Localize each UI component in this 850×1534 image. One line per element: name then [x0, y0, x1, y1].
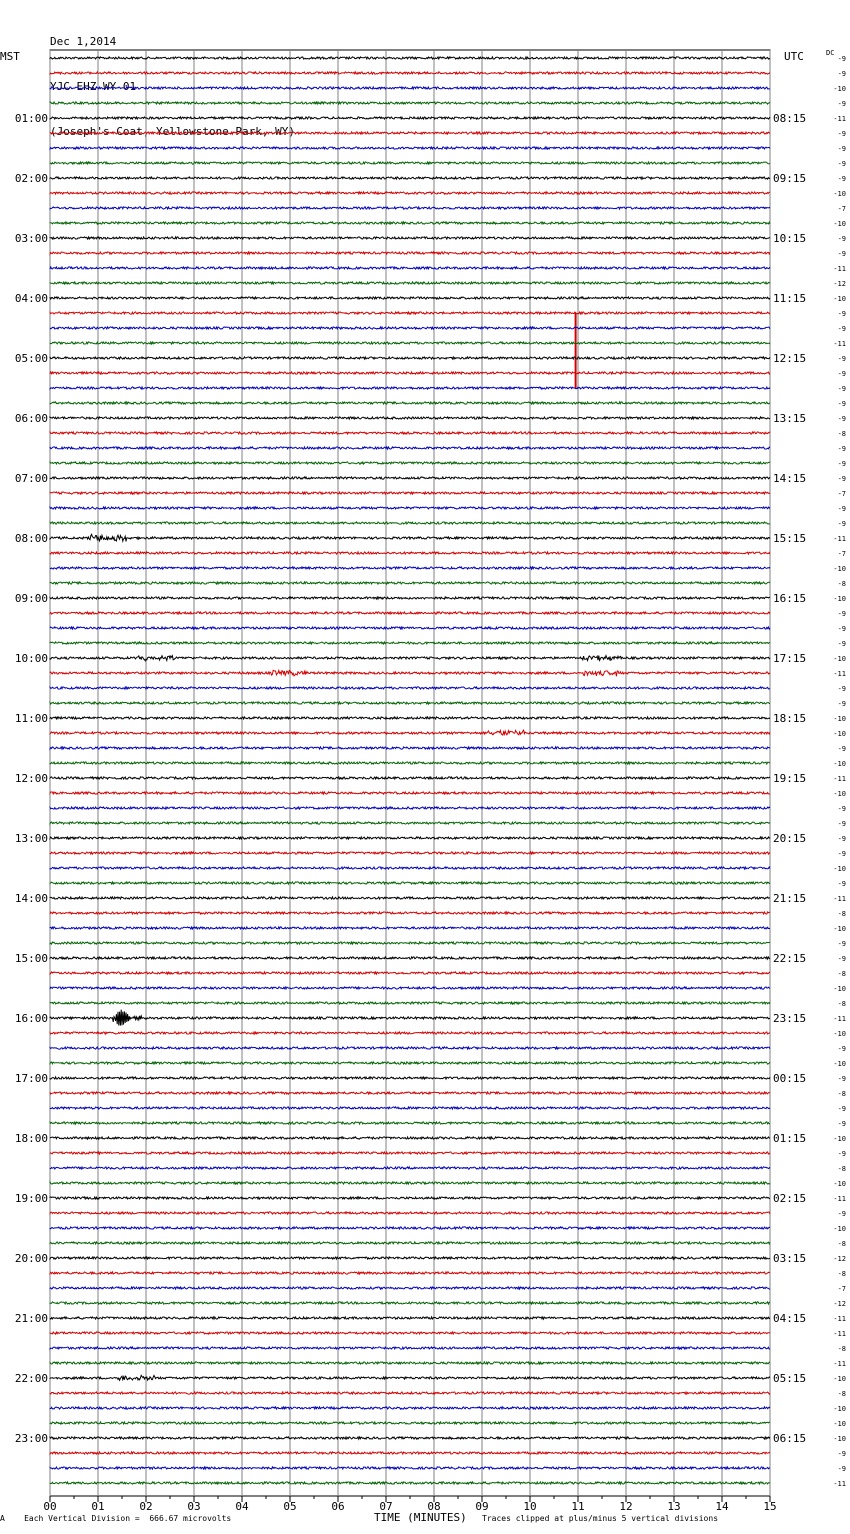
dc-offset-label: -8: [837, 910, 846, 918]
mst-hour-label: 03:00: [14, 232, 48, 245]
trace-line: [50, 222, 770, 224]
date-line: Dec 1,2014: [50, 35, 117, 48]
utc-hour-label: 05:15: [773, 1372, 807, 1385]
trace-line: [50, 1287, 770, 1289]
dc-offset-label: -9: [837, 1210, 846, 1218]
mst-hour-label: 23:00: [14, 1432, 48, 1445]
trace-line: [50, 387, 770, 389]
utc-hour-label: 00:15: [773, 1072, 807, 1085]
scale-mark: A: [0, 1514, 5, 1523]
mst-hour-label: 22:00: [14, 1372, 48, 1385]
dc-offset-label: -9: [837, 1045, 846, 1053]
dc-offset-label: -10: [833, 985, 846, 993]
trace-line: [50, 987, 770, 989]
trace-line: [50, 192, 770, 194]
trace-line: [50, 612, 770, 614]
trace-line: [50, 942, 770, 944]
dc-offset-label: -9: [837, 1150, 846, 1158]
trace-line: [50, 57, 770, 59]
utc-hour-label: 03:15: [773, 1252, 807, 1265]
trace-line: [50, 1092, 770, 1094]
mst-hour-label: 15:00: [14, 952, 48, 965]
dc-offset-label: -10: [833, 1030, 846, 1038]
trace-line: [50, 567, 770, 569]
dc-offset-label: -7: [837, 1285, 846, 1293]
dc-offset-label: -12: [833, 1255, 846, 1263]
trace-line: [50, 357, 770, 359]
trace-line: [50, 1167, 770, 1169]
trace-line: [50, 1392, 770, 1394]
trace-line: [50, 1010, 770, 1026]
trace-line: [50, 252, 770, 254]
mst-hour-label: 06:00: [14, 412, 48, 425]
trace-line: [50, 1362, 770, 1364]
dc-offset-label: -11: [833, 1315, 846, 1323]
trace-line: [50, 132, 770, 134]
trace-line: [50, 447, 770, 449]
dc-offset-label: -10: [833, 1225, 846, 1233]
dc-offset-label: -9: [837, 235, 846, 243]
trace-line: [50, 1422, 770, 1424]
dc-offset-label: -9: [837, 610, 846, 618]
dc-offset-label: -8: [837, 1270, 846, 1278]
dc-offset-label: -8: [837, 1345, 846, 1353]
dc-offset-label: -8: [837, 430, 846, 438]
utc-hour-label: 14:15: [773, 472, 807, 485]
trace-line: [50, 1212, 770, 1214]
dc-offset-label: -9: [837, 640, 846, 648]
dc-offset-label: -10: [833, 1405, 846, 1413]
dc-offset-label: -10: [833, 655, 846, 663]
x-tick-label: 04: [235, 1500, 249, 1513]
station-line: YJC EHZ WY 01: [50, 80, 137, 93]
trace-line: [50, 972, 770, 974]
dc-offset-label: -9: [837, 1450, 846, 1458]
x-tick-label: 00: [43, 1500, 57, 1513]
dc-offset-label: -11: [833, 1195, 846, 1203]
trace-line: [50, 597, 770, 599]
utc-hour-label: 11:15: [773, 292, 807, 305]
trace-line: [50, 1437, 770, 1439]
trace-line: [50, 642, 770, 644]
dc-offset-label: -8: [837, 970, 846, 978]
dc-offset-label: -10: [833, 1135, 846, 1143]
utc-hour-label: 10:15: [773, 232, 807, 245]
dc-offset-label: -9: [837, 145, 846, 153]
dc-offset-label: -10: [833, 790, 846, 798]
dc-offset-label: -9: [837, 940, 846, 948]
x-tick-label: 10: [523, 1500, 537, 1513]
trace-line: [50, 1047, 770, 1049]
utc-hour-label: 04:15: [773, 1312, 807, 1325]
dc-offset-label: -11: [833, 670, 846, 678]
trace-line: [50, 867, 770, 869]
mst-hour-label: 17:00: [14, 1072, 48, 1085]
trace-line: [50, 1107, 770, 1109]
mst-hour-label: 21:00: [14, 1312, 48, 1325]
dc-offset-label: -8: [837, 1240, 846, 1248]
dc-offset-label: -10: [833, 715, 846, 723]
trace-line: [50, 1407, 770, 1409]
trace-line: [50, 897, 770, 899]
dc-offset-label: -9: [837, 385, 846, 393]
trace-line: [50, 1227, 770, 1229]
trace-line: [50, 1272, 770, 1274]
x-tick-label: 13: [667, 1500, 681, 1513]
dc-offset-label: -7: [837, 490, 846, 498]
x-axis-title: TIME (MINUTES): [374, 1511, 467, 1524]
trace-line: [50, 492, 770, 494]
mst-axis-label: MST: [0, 50, 20, 63]
dc-offset-label: -9: [837, 100, 846, 108]
x-tick-label: 02: [139, 1500, 153, 1513]
x-tick-label: 15: [763, 1500, 777, 1513]
dc-offset-label: -9: [837, 55, 846, 63]
x-tick-label: 03: [187, 1500, 201, 1513]
trace-line: [50, 912, 770, 914]
mst-hour-label: 10:00: [14, 652, 48, 665]
trace-line: [50, 1197, 770, 1199]
dc-offset-label: -10: [833, 865, 846, 873]
utc-hour-label: 09:15: [773, 172, 807, 185]
dc-offset-label: -9: [837, 160, 846, 168]
dc-offset-label: -11: [833, 535, 846, 543]
dc-offset-label: -10: [833, 730, 846, 738]
utc-axis-label: UTC: [784, 50, 804, 63]
mst-hour-label: 01:00: [14, 112, 48, 125]
utc-hour-label: 08:15: [773, 112, 807, 125]
dc-offset-label: -9: [837, 955, 846, 963]
dc-offset-label: -10: [833, 220, 846, 228]
trace-line: [50, 312, 770, 314]
trace-line: [50, 656, 770, 661]
dc-offset-label: -11: [833, 340, 846, 348]
dc-offset-label: -9: [837, 625, 846, 633]
dc-offset-label: -9: [837, 685, 846, 693]
utc-hour-label: 21:15: [773, 892, 807, 905]
trace-line: [50, 72, 770, 74]
dc-offset-label: -8: [837, 1165, 846, 1173]
dc-offset-label: -9: [837, 475, 846, 483]
dc-offset-label: -9: [837, 520, 846, 528]
x-tick-label: 12: [619, 1500, 633, 1513]
trace-line: [50, 1482, 770, 1484]
mst-hour-label: 11:00: [14, 712, 48, 725]
dc-offset-label: -9: [837, 880, 846, 888]
dc-offset-label: -7: [837, 205, 846, 213]
utc-hour-label: 19:15: [773, 772, 807, 785]
trace-line: [50, 1062, 770, 1064]
trace-line: [50, 717, 770, 719]
dc-offset-label: -9: [837, 400, 846, 408]
dc-offset-label: -10: [833, 760, 846, 768]
trace-line: [50, 1122, 770, 1124]
trace-line: [50, 1032, 770, 1034]
trace-line: [50, 1347, 770, 1349]
trace-line: [50, 582, 770, 584]
x-tick-label: 09: [475, 1500, 489, 1513]
trace-line: [50, 462, 770, 464]
trace-line: [50, 807, 770, 809]
trace-line: [50, 282, 770, 284]
trace-line: [50, 102, 770, 104]
dc-offset-label: -10: [833, 595, 846, 603]
dc-offset-label: -10: [833, 85, 846, 93]
dc-offset-label: -11: [833, 1015, 846, 1023]
trace-line: [50, 477, 770, 479]
mst-hour-label: 14:00: [14, 892, 48, 905]
utc-hour-label: 06:15: [773, 1432, 807, 1445]
utc-hour-label: 13:15: [773, 412, 807, 425]
mst-hour-label: 18:00: [14, 1132, 48, 1145]
trace-line: [50, 747, 770, 749]
trace-line: [50, 687, 770, 689]
trace-line: [50, 837, 770, 839]
dc-offset-label: -10: [833, 925, 846, 933]
trace-line: [50, 1137, 770, 1139]
dc-offset-label: -9: [837, 1075, 846, 1083]
trace-line: [50, 1467, 770, 1469]
trace-line: [50, 882, 770, 884]
x-tick-label: 05: [283, 1500, 297, 1513]
utc-hour-label: 17:15: [773, 652, 807, 665]
clip-note: Traces clipped at plus/minus 5 vertical divisions: [482, 1514, 719, 1523]
trace-line: [50, 1182, 770, 1184]
x-tick-label: 01: [91, 1500, 105, 1513]
trace-line: [50, 534, 770, 541]
dc-offset-label: -9: [837, 130, 846, 138]
trace-line: [50, 177, 770, 179]
trace-line: [50, 162, 770, 164]
dc-offset-label: -11: [833, 895, 846, 903]
dc-offset-label: -9: [837, 250, 846, 258]
mst-hour-label: 13:00: [14, 832, 48, 845]
utc-hour-label: 12:15: [773, 352, 807, 365]
utc-hour-label: 02:15: [773, 1192, 807, 1205]
trace-line: [50, 730, 770, 735]
dc-offset-label: -8: [837, 1390, 846, 1398]
trace-line: [50, 402, 770, 404]
trace-line: [50, 1332, 770, 1334]
trace-line: [50, 327, 770, 329]
dc-offset-label: -9: [837, 460, 846, 468]
trace-line: [50, 1302, 770, 1304]
location-line: (Joseph's Coat, Yellowstone Park, WY): [50, 125, 296, 138]
dc-offset-label: -9: [837, 325, 846, 333]
dc-offset-label: -10: [833, 1375, 846, 1383]
scale-note: [0, 1514, 231, 1523]
mst-hour-label: 08:00: [14, 532, 48, 545]
dc-offset-label: -9: [837, 415, 846, 423]
scale-text: Each Vertical Division = 666.67 microvolts: [24, 1514, 232, 1523]
dc-offset-label: -9: [837, 805, 846, 813]
dc-offset-label: -9: [837, 700, 846, 708]
dc-offset-header: DC: [826, 49, 835, 57]
x-tick-label: 07: [379, 1500, 393, 1513]
dc-offset-label: -10: [833, 1435, 846, 1443]
trace-line: [50, 372, 770, 374]
trace-line: [50, 1242, 770, 1244]
trace-line: [50, 1152, 770, 1154]
mst-hour-label: 16:00: [14, 1012, 48, 1025]
mst-hour-label: 04:00: [14, 292, 48, 305]
x-tick-label: 11: [571, 1500, 585, 1513]
mst-hour-label: 09:00: [14, 592, 48, 605]
trace-line: [50, 522, 770, 524]
dc-offset-label: -10: [833, 1420, 846, 1428]
dc-offset-label: -11: [833, 115, 846, 123]
dc-offset-label: -9: [837, 1465, 846, 1473]
dc-offset-label: -11: [833, 775, 846, 783]
trace-line: [50, 117, 770, 119]
dc-offset-label: -9: [837, 745, 846, 753]
x-tick-label: 14: [715, 1500, 729, 1513]
utc-hour-label: 23:15: [773, 1012, 807, 1025]
dc-offset-label: -9: [837, 310, 846, 318]
mst-hour-label: 12:00: [14, 772, 48, 785]
trace-line: [50, 1077, 770, 1079]
dc-offset-label: -10: [833, 565, 846, 573]
dc-offset-label: -10: [833, 190, 846, 198]
mst-hour-label: 02:00: [14, 172, 48, 185]
trace-line: [50, 552, 770, 554]
dc-offset-label: -10: [833, 1060, 846, 1068]
dc-offset-label: -9: [837, 445, 846, 453]
trace-line: [50, 1317, 770, 1319]
dc-offset-label: -11: [833, 1330, 846, 1338]
trace-line: [50, 670, 770, 676]
trace-line: [50, 432, 770, 434]
utc-hour-label: 18:15: [773, 712, 807, 725]
dc-offset-label: -9: [837, 175, 846, 183]
trace-line: [50, 1257, 770, 1259]
trace-line: [50, 342, 770, 344]
trace-line: [50, 417, 770, 419]
dc-offset-label: -8: [837, 1090, 846, 1098]
dc-offset-label: -9: [837, 505, 846, 513]
dc-offset-label: -8: [837, 580, 846, 588]
trace-line: [50, 507, 770, 509]
trace-line: [50, 1375, 770, 1380]
utc-hour-label: 01:15: [773, 1132, 807, 1145]
utc-hour-label: 16:15: [773, 592, 807, 605]
dc-offset-label: -10: [833, 1180, 846, 1188]
dc-offset-label: -11: [833, 265, 846, 273]
dc-offset-label: -11: [833, 1480, 846, 1488]
dc-offset-label: -9: [837, 70, 846, 78]
dc-offset-label: -9: [837, 1120, 846, 1128]
dc-offset-label: -9: [837, 1105, 846, 1113]
dc-offset-label: -8: [837, 1000, 846, 1008]
trace-line: [50, 627, 770, 629]
dc-offset-label: -9: [837, 370, 846, 378]
trace-line: [50, 147, 770, 149]
x-tick-label: 08: [427, 1500, 441, 1513]
trace-line: [50, 207, 770, 209]
trace-line: [50, 267, 770, 269]
utc-hour-label: 15:15: [773, 532, 807, 545]
trace-line: [50, 297, 770, 299]
mst-hour-label: 20:00: [14, 1252, 48, 1265]
dc-offset-label: -11: [833, 1360, 846, 1368]
dc-offset-label: -9: [837, 850, 846, 858]
dc-offset-label: -12: [833, 1300, 846, 1308]
trace-line: [50, 822, 770, 824]
trace-line: [50, 777, 770, 779]
dc-offset-label: -9: [837, 820, 846, 828]
trace-line: [50, 702, 770, 704]
trace-line: [50, 1452, 770, 1454]
dc-offset-label: -7: [837, 550, 846, 558]
dc-offset-label: -9: [837, 835, 846, 843]
trace-line: [50, 957, 770, 959]
utc-hour-label: 20:15: [773, 832, 807, 845]
trace-line: [50, 927, 770, 929]
dc-offset-label: -10: [833, 295, 846, 303]
mst-hour-label: 05:00: [14, 352, 48, 365]
utc-hour-label: 22:15: [773, 952, 807, 965]
trace-line: [50, 1002, 770, 1004]
trace-line: [50, 792, 770, 794]
dc-offset-label: -12: [833, 280, 846, 288]
mst-hour-label: 07:00: [14, 472, 48, 485]
dc-offset-label: -9: [837, 355, 846, 363]
mst-hour-label: 19:00: [14, 1192, 48, 1205]
trace-line: [50, 237, 770, 239]
trace-line: [50, 762, 770, 764]
trace-line: [50, 852, 770, 854]
x-tick-label: 06: [331, 1500, 345, 1513]
trace-line: [50, 87, 770, 89]
